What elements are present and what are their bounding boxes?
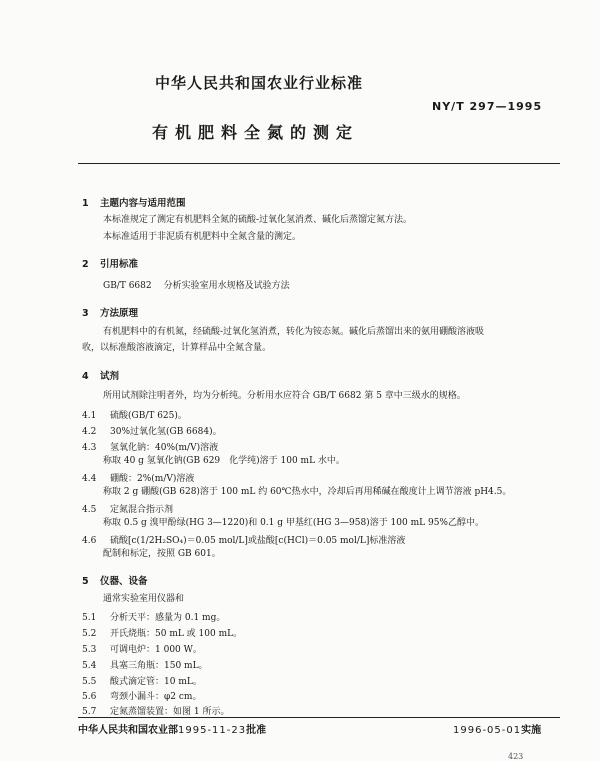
equipment-item: 5.2 开氏烧瓶：50 mL 或 100 mL。 bbox=[82, 629, 243, 639]
section-2-heading: 2 引用标准 bbox=[82, 259, 139, 270]
equipment-item: 5.4 具塞三角瓶：150 mL。 bbox=[82, 661, 208, 671]
reagent-4-4-prep: 称取 2 g 硼酸(GB 628)溶于 100 mL 约 60℃热水中，冷却后再用稀碱在酸度计上调节溶液 pH4.5。 bbox=[103, 487, 512, 497]
footer-divider bbox=[78, 717, 560, 718]
section-1-paragraph-2: 本标准适用于非泥质有机肥料中全氮含量的测定。 bbox=[103, 232, 302, 242]
reagent-4-5-prep: 称取 0.5 g 溴甲酚绿(HG 3—1220)和 0.1 g 甲基红(HG 3—958)溶于 100 mL 95%乙醇中。 bbox=[103, 518, 484, 528]
section-5-intro: 通常实验室用仪器和 bbox=[103, 594, 185, 604]
reagent-item: 4.3 氢氧化钠：40%(m/V)溶液 bbox=[82, 443, 219, 453]
reagent-item: 4.6 硫酸[c(1/2H₂SO₄)＝0.05 mol/L]或盐酸[c(HCl)＝0.05 mol/L]标准溶液 bbox=[82, 536, 406, 546]
section-1-heading: 1 主题内容与适用范围 bbox=[82, 198, 186, 209]
approval-line bbox=[78, 721, 266, 736]
issuing-authority: 中华人民共和国农业部 bbox=[78, 725, 178, 736]
standard-category: 中华人民共和国农业行业标准 bbox=[155, 74, 364, 92]
reagent-item: 4.4 硼酸：2%(m/V)溶液 bbox=[82, 474, 195, 484]
reagent-4-3-prep: 称取 40 g 氢氧化钠(GB 629 化学纯)溶于 100 mL 水中。 bbox=[103, 456, 345, 466]
implementation-label: 实施 bbox=[521, 725, 542, 736]
equipment-item: 5.1 分析天平：感量为 0.1 mg。 bbox=[82, 613, 226, 623]
implementation-date: 1996-05-01 bbox=[453, 725, 522, 736]
approval-label: 批准 bbox=[246, 725, 267, 736]
reagent-item: 4.5 定氮混合指示剂 bbox=[82, 505, 174, 515]
equipment-item: 5.6 弯颈小漏斗：φ2 cm。 bbox=[82, 692, 202, 702]
reference-code: GB/T 6682 bbox=[103, 281, 152, 291]
section-1-paragraph-1: 本标准规定了测定有机肥料全氮的硫酸-过氧化氢消煮、碱化后蒸馏定氮方法。 bbox=[103, 215, 413, 225]
reference-title: 分析实验室用水规格及试验方法 bbox=[163, 281, 290, 291]
equipment-item: 5.7 定氮蒸馏装置：如图 1 所示。 bbox=[82, 707, 230, 717]
section-2-reference bbox=[103, 280, 290, 292]
reagent-item: 4.2 30%过氧化氢(GB 6684)。 bbox=[82, 427, 222, 437]
approval-date: 1995-11-23 bbox=[178, 725, 247, 736]
section-3-paragraph-line-2: 收，以标准酸溶液滴定，计算样品中全氮含量。 bbox=[82, 343, 272, 353]
section-3-paragraph-line-1: 有机肥料中的有机氮，经硫酸-过氧化氢消煮，转化为铵态氮。碱化后蒸馏出来的氨用硼酸溶液吸 bbox=[103, 327, 485, 337]
section-4-intro: 所用试剂除注明者外，均为分析纯。分析用水应符合 GB/T 6682 第 5 章中三级水的规格。 bbox=[103, 391, 466, 401]
header-divider bbox=[78, 163, 560, 164]
reagent-item: 4.1 硫酸(GB/T 625)。 bbox=[82, 411, 187, 421]
equipment-item: 5.5 酸式滴定管：10 mL。 bbox=[82, 677, 202, 687]
page-number: 423 bbox=[508, 752, 524, 761]
implementation-line bbox=[453, 721, 541, 736]
section-3-heading: 3 方法原理 bbox=[82, 308, 139, 319]
section-5-heading: 5 仪器、设备 bbox=[82, 576, 148, 587]
standard-code: NY/T 297—1995 bbox=[432, 100, 543, 113]
reagent-4-6-prep: 配制和标定，按照 GB 601。 bbox=[103, 549, 221, 559]
section-4-heading: 4 试剂 bbox=[82, 371, 120, 382]
document-title: 有机肥料全氮的测定 bbox=[152, 123, 360, 142]
equipment-item: 5.3 可调电炉：1 000 W。 bbox=[82, 645, 202, 655]
